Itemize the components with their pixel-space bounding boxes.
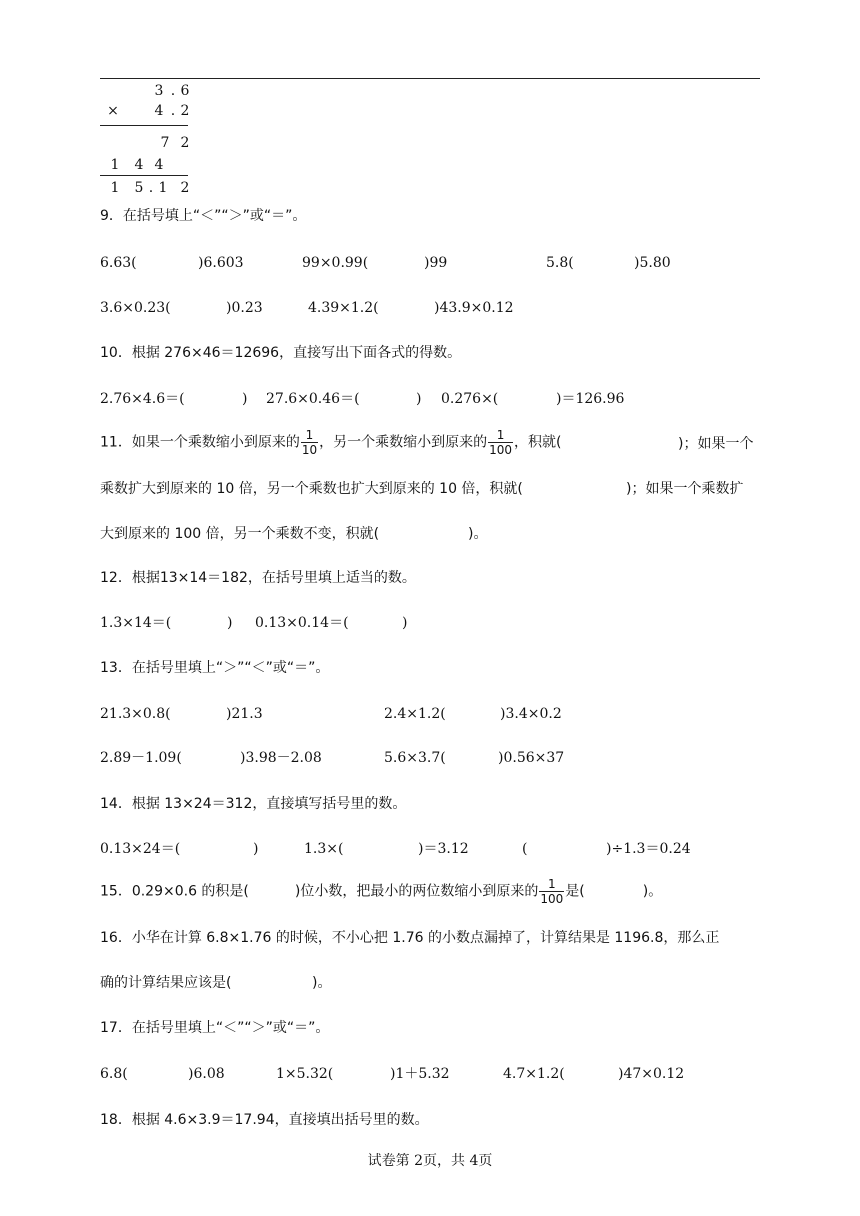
calc-rule (100, 125, 188, 126)
q13-item-3-left: 2.89－1.09( (100, 750, 182, 766)
q10-item-3-right: )＝126.96 (556, 391, 625, 407)
q11-text: ，积就( (514, 434, 562, 451)
fraction-one-hundredth (488, 428, 513, 457)
calc-digit: 3 (154, 83, 164, 99)
calc-digit: 1 (110, 157, 120, 173)
q14-item-2-left: 1.3×( (304, 841, 344, 857)
page-footer: 试卷第 2页，共 4页 (367, 1153, 493, 1169)
q10-item-1-left: 2.76×4.6＝( (100, 391, 185, 407)
calc-digit: . (170, 103, 176, 119)
q13-item-1-left: 21.3×0.8( (100, 706, 171, 722)
q15-text: 是( (565, 883, 585, 900)
calc-row-multiplier (100, 100, 190, 122)
q11-text: 11．如果一个乘数缩小到原来的 (100, 434, 300, 451)
q14-item-3-right: )÷1.3＝0.24 (606, 841, 691, 857)
q12-item-2-left: 0.13×0.14＝( (255, 615, 349, 631)
calc-digit: 6 (180, 83, 190, 99)
q10-item-2-right: ) (416, 391, 422, 407)
calc-row-partial-2 (100, 154, 190, 176)
fraction-denominator: 100 (489, 443, 513, 457)
q17-item-2-left: 1×5.32( (276, 1066, 334, 1082)
q10-item-1-right: ) (242, 391, 248, 407)
q13-item-1-right: )21.3 (226, 706, 263, 722)
q9-item-4-left: 3.6×0.23( (100, 300, 171, 316)
header-rule (100, 78, 760, 79)
q9-item-2-right: )99 (424, 255, 448, 271)
q17-item-2-right: )1＋5.32 (390, 1066, 450, 1082)
q9-item-1-right: )6.603 (198, 255, 244, 271)
fraction-numerator: 1 (488, 428, 513, 443)
q11-line-2-tail: )；如果一个乘数扩 (626, 481, 744, 497)
q17-item-3-left: 4.7×1.2( (503, 1066, 565, 1082)
q14-item-3-left: ( (522, 841, 528, 857)
calc-digit: 2 (180, 103, 190, 119)
q13-item-3-right: )3.98－2.08 (240, 750, 322, 766)
q15-text: )。 (642, 883, 663, 900)
fraction-one-hundredth (539, 877, 564, 906)
q17-item-1-right: )6.08 (188, 1066, 225, 1082)
fraction-numerator: 1 (301, 428, 318, 443)
q13-item-4-left: 5.6×3.7( (384, 750, 446, 766)
calc-digit: 5 (134, 180, 144, 196)
times-sign: × (107, 103, 119, 119)
question-9-title: 9．在括号填上“＜”“＞”或“＝”。 (100, 208, 307, 224)
calc-digit: 7 (160, 135, 170, 151)
calc-row-multiplicand (100, 80, 190, 102)
question-11-line-2: 乘数扩大到原来的 10 倍，另一个乘数也扩大到原来的 10 倍，积就( (100, 481, 523, 497)
q9-item-5-left: 4.39×1.2( (308, 300, 379, 316)
question-10-title: 10．根据 276×46＝12696，直接写出下面各式的得数。 (100, 345, 462, 361)
q17-item-1-left: 6.8( (100, 1066, 128, 1082)
q10-item-3-left: 0.276×( (441, 391, 499, 407)
question-16-line-1: 16．小华在计算 6.8×1.76 的时候，不小心把 1.76 的小数点漏掉了，计算结果是 1196.8，那么正 (100, 930, 720, 946)
q13-item-2-right: )3.4×0.2 (500, 706, 562, 722)
fraction-denominator: 100 (540, 892, 564, 906)
q14-item-2-right: )＝3.12 (418, 841, 469, 857)
q9-item-5-right: )43.9×0.12 (434, 300, 514, 316)
q9-item-1-left: 6.63( (100, 255, 137, 271)
fraction-numerator: 1 (539, 877, 564, 892)
question-11-line-3: 大到原来的 100 倍，另一个乘数不变，积就( (100, 526, 380, 542)
calc-digit: 4 (134, 157, 144, 173)
calc-row-product (100, 177, 190, 199)
calc-digit: . (170, 83, 176, 99)
fraction-denominator: 10 (301, 443, 318, 457)
question-18-title: 18．根据 4.6×3.9＝17.94，直接填出括号里的数。 (100, 1112, 429, 1128)
q11-text: ，另一个乘数缩小到原来的 (319, 434, 488, 451)
q13-item-4-right: )0.56×37 (498, 750, 565, 766)
q11-line-1-tail: )；如果一个 (678, 436, 754, 452)
question-11-line-1 (100, 428, 561, 457)
calc-digit: 4 (154, 103, 164, 119)
q11-line-3-tail: )。 (468, 526, 488, 542)
q12-item-1-right: ) (227, 615, 233, 631)
calc-rule (100, 175, 188, 176)
question-15-line (100, 877, 662, 906)
q17-item-3-right: )47×0.12 (618, 1066, 685, 1082)
calc-digit: 2 (180, 180, 190, 196)
q15-text: )位小数，把最小的两位数缩小到原来的 (294, 883, 539, 900)
q13-item-2-left: 2.4×1.2( (384, 706, 446, 722)
question-14-title: 14．根据 13×24＝312，直接填写括号里的数。 (100, 796, 407, 812)
fraction-one-tenth (301, 428, 318, 457)
q9-item-3-left: 5.8( (546, 255, 574, 271)
q15-text: 15．0.29×0.6 的积是( (100, 883, 249, 900)
calc-row-partial-1 (100, 132, 190, 154)
q10-item-2-left: 27.6×0.46＝( (266, 391, 360, 407)
question-17-title: 17．在括号里填上“＜”“＞”或“＝”。 (100, 1020, 330, 1036)
calc-digit: 1 (158, 180, 168, 196)
question-12-title: 12．根据13×14＝182，在括号里填上适当的数。 (100, 570, 416, 586)
calc-digit: 2 (180, 135, 190, 151)
question-16-line-2: 确的计算结果应该是( (100, 975, 232, 991)
calc-digit: 1 (110, 180, 120, 196)
q14-item-1-right: ) (253, 841, 259, 857)
q16-line-2-tail: )。 (312, 975, 332, 991)
q12-item-1-left: 1.3×14＝( (100, 615, 172, 631)
q9-item-3-right: )5.80 (634, 255, 671, 271)
q9-item-4-right: )0.23 (226, 300, 263, 316)
calc-digit: . (148, 180, 154, 196)
q12-item-2-right: ) (402, 615, 408, 631)
calc-digit: 4 (154, 157, 164, 173)
q9-item-2-left: 99×0.99( (302, 255, 369, 271)
q14-item-1-left: 0.13×24＝( (100, 841, 181, 857)
question-13-title: 13．在括号里填上“＞”“＜”或“＝”。 (100, 660, 330, 676)
